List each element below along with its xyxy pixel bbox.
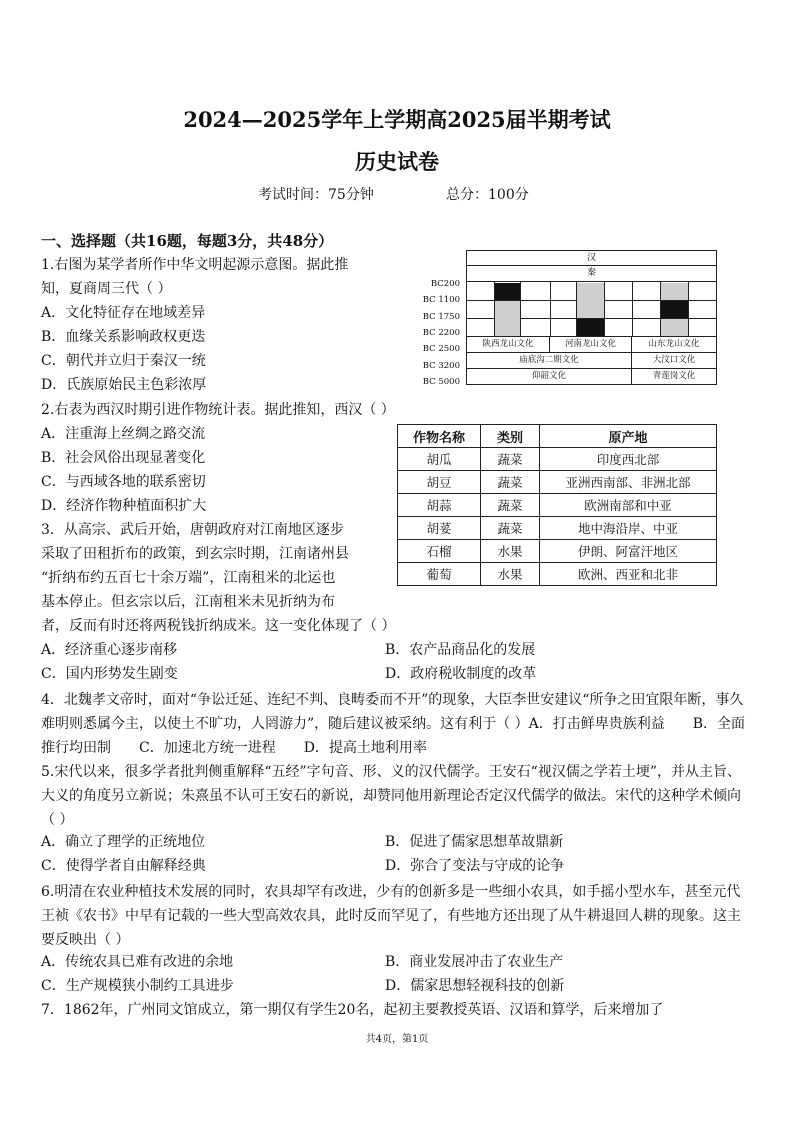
q6-option-a: A．传统农具已难有改进的余地 bbox=[41, 954, 234, 970]
exam-title: 2024—2025学年上学期高2025届半期考试 bbox=[183, 107, 611, 132]
crop-name: 胡荽 bbox=[398, 517, 481, 540]
exam-time: 考试时间：75分钟 bbox=[258, 187, 374, 203]
y-label: BC 5000 bbox=[422, 377, 460, 387]
table-row bbox=[398, 563, 717, 586]
crop-category: 蔬菜 bbox=[481, 448, 540, 471]
q3-option-b: B．农产品商品化的发展 bbox=[385, 642, 536, 658]
section-heading: 一、选择题（共16题，每题3分，共48分） bbox=[41, 232, 334, 250]
q5-option-b: B．促进了儒家思想革故鼎新 bbox=[385, 834, 564, 850]
y-label: BC200 bbox=[430, 279, 460, 289]
page-footer: 共4页，第1页 bbox=[365, 1034, 429, 1045]
q3-line5: 者，反而有时还将两税钱折纳成米。这一变化体现了（ ） bbox=[41, 618, 396, 634]
civilization-diagram bbox=[422, 250, 722, 390]
q3-option-a: A．经济重心逐步南移 bbox=[41, 642, 178, 658]
paper-subtitle: 历史试卷 bbox=[355, 149, 439, 174]
crop-origin: 印度西北部 bbox=[540, 448, 717, 471]
q6-option-d: D．儒家思想轻视科技的创新 bbox=[385, 978, 565, 994]
crop-category: 水果 bbox=[481, 563, 540, 586]
crop-name: 葡萄 bbox=[398, 563, 481, 586]
stage-block-light bbox=[495, 301, 520, 336]
crop-origin: 欧洲、西亚和北非 bbox=[540, 563, 717, 586]
q1-option-c: C．朝代并立归于秦汉一统 bbox=[41, 353, 206, 369]
q5-option-c: C．使得学者自由解释经典 bbox=[41, 858, 206, 874]
grid-line bbox=[604, 282, 605, 336]
y-label: BC 1100 bbox=[422, 295, 460, 305]
crop-table bbox=[397, 424, 717, 586]
q3-line4: 基本停止。但玄宗以后，江南租米未见折纳为布 bbox=[41, 594, 335, 610]
table-row bbox=[398, 540, 717, 563]
q2-stem: 2.右表为西汉时期引进作物统计表。据此推知，西汉（ ） bbox=[41, 402, 395, 418]
q4-text: 4．北魏孝文帝时，面对“争讼迁延、连纪不判、良畴委而不开”的现象，大臣李世安建议“所争之田宜限年断，事久难明则悉属今主，以使土不旷功，人罔游力”，随后建议被采纳。这有利于（ ）A．打击鲜卑贵族利益 B．全面推行均田制 C．加速北方统一进程 D．提高土地利用率 bbox=[41, 692, 746, 756]
crop-name: 胡蒜 bbox=[398, 494, 481, 517]
q2-option-d: D．经济作物种植面积扩大 bbox=[41, 498, 207, 514]
q5-option-d: D．弥合了变法与守成的论争 bbox=[385, 858, 565, 874]
q3-line1: 3．从高宗、武后开始，唐朝政府对江南地区逐步 bbox=[41, 522, 344, 538]
q1-stem-line2: 知，夏商周三代（ ） bbox=[41, 281, 172, 297]
crop-origin: 地中海沿岸、中亚 bbox=[540, 517, 717, 540]
q3-option-c: C．国内形势发生剧变 bbox=[41, 666, 178, 682]
q2-option-c: C．与西域各地的联系密切 bbox=[41, 474, 206, 490]
q1-stem-line1: 1.右图为某学者所作中华文明起源示意图。据此推 bbox=[41, 257, 349, 273]
q3-option-d: D．政府税收制度的改革 bbox=[385, 666, 537, 682]
q1-option-b: B．血缘关系影响政权更迭 bbox=[41, 329, 206, 345]
q1-option-d: D．氏族原始民主色彩浓厚 bbox=[41, 377, 207, 393]
table-row bbox=[398, 448, 717, 471]
grid-line bbox=[688, 282, 689, 336]
q7-text: 7．1862年，广州同文馆成立，第一期仅有学生20名，起初主要教授英语、汉语和算学，后来增加了 bbox=[41, 1002, 664, 1018]
table-header-row bbox=[398, 425, 717, 448]
band-qin: 秦 bbox=[466, 266, 717, 282]
crop-origin: 亚洲西南部、非洲北部 bbox=[540, 471, 717, 494]
stage-block-dark bbox=[661, 301, 688, 318]
grid-line bbox=[632, 282, 633, 336]
y-label: BC 2200 bbox=[422, 328, 460, 338]
stage-block-dark bbox=[495, 283, 520, 300]
y-label: BC 2500 bbox=[422, 344, 460, 354]
total-score: 总分：100分 bbox=[446, 187, 529, 203]
culture-qingliangang: 青莲岗文化 bbox=[632, 368, 717, 385]
crop-category: 蔬菜 bbox=[481, 517, 540, 540]
grid-line bbox=[550, 282, 551, 336]
crop-category: 蔬菜 bbox=[481, 494, 540, 517]
q1-option-a: A．文化特征存在地域差异 bbox=[41, 305, 206, 321]
culture-miaodigou: 庙底沟二期文化 bbox=[466, 352, 632, 369]
q3-line2: 采取了田租折布的政策，到玄宗时期，江南诸州县 bbox=[41, 546, 349, 562]
column-header: 作物名称 bbox=[398, 425, 481, 448]
crop-origin: 欧洲南部和中亚 bbox=[540, 494, 717, 517]
y-label: BC 3200 bbox=[422, 361, 460, 371]
column-header: 原产地 bbox=[540, 425, 717, 448]
table-row bbox=[398, 494, 717, 517]
stage-block-light bbox=[661, 319, 688, 336]
culture-shaanxi-longshan: 陕西龙山文化 bbox=[466, 336, 550, 353]
q6-option-b: B．商业发展冲击了农业生产 bbox=[385, 954, 564, 970]
culture-shandong-longshan: 山东龙山文化 bbox=[632, 336, 717, 353]
q6-text: 6.明清在农业种植技术发展的同时，农具却罕有改进，少有的创新多是一些细小农具，如手摇小型水车，甚至元代王祯《农书》中早有记载的一些大型高效农具，此时反而罕见了，有些地方还出现了从牛耕退回人耕的现象。这主要反映出（ ） bbox=[41, 884, 741, 948]
grid-line bbox=[520, 282, 521, 336]
q5-text: 5.宋代以来，很多学者批判侧重解释“五经”字句音、形、义的汉代儒学。王安石“视汉儒之学若土埂”，并从主旨、大义的角度另立新说；朱熹虽不认可王安石的新说，却赞同他用新理论否定汉代儒学的做法。宋代的这种学术倾向（ ） bbox=[41, 764, 741, 828]
culture-yangshao: 仰韶文化 bbox=[466, 368, 632, 385]
stage-block-light bbox=[577, 283, 604, 318]
crop-category: 蔬菜 bbox=[481, 471, 540, 494]
q3-line3: “折纳布约五百七十余万端”，江南租米的北运也 bbox=[41, 570, 336, 586]
culture-henan-longshan: 河南龙山文化 bbox=[550, 336, 632, 353]
q2-option-a: A．注重海上丝绸之路交流 bbox=[41, 426, 206, 442]
q2-option-b: B．社会风俗出现显著变化 bbox=[41, 450, 206, 466]
table-row bbox=[398, 517, 717, 540]
crop-category: 水果 bbox=[481, 540, 540, 563]
table-row bbox=[398, 471, 717, 494]
stage-block-dark bbox=[577, 319, 604, 336]
column-header: 类别 bbox=[481, 425, 540, 448]
crop-origin: 伊朗、阿富汗地区 bbox=[540, 540, 717, 563]
q5-option-a: A．确立了理学的正统地位 bbox=[41, 834, 206, 850]
band-han: 汉 bbox=[466, 250, 717, 266]
crop-name: 胡瓜 bbox=[398, 448, 481, 471]
culture-dawenkou: 大汶口文化 bbox=[632, 352, 717, 369]
crop-name: 胡豆 bbox=[398, 471, 481, 494]
y-label: BC 1750 bbox=[422, 312, 460, 322]
stage-block-light bbox=[661, 283, 688, 300]
q6-option-c: C．生产规模狭小制约工具进步 bbox=[41, 978, 234, 994]
crop-name: 石榴 bbox=[398, 540, 481, 563]
